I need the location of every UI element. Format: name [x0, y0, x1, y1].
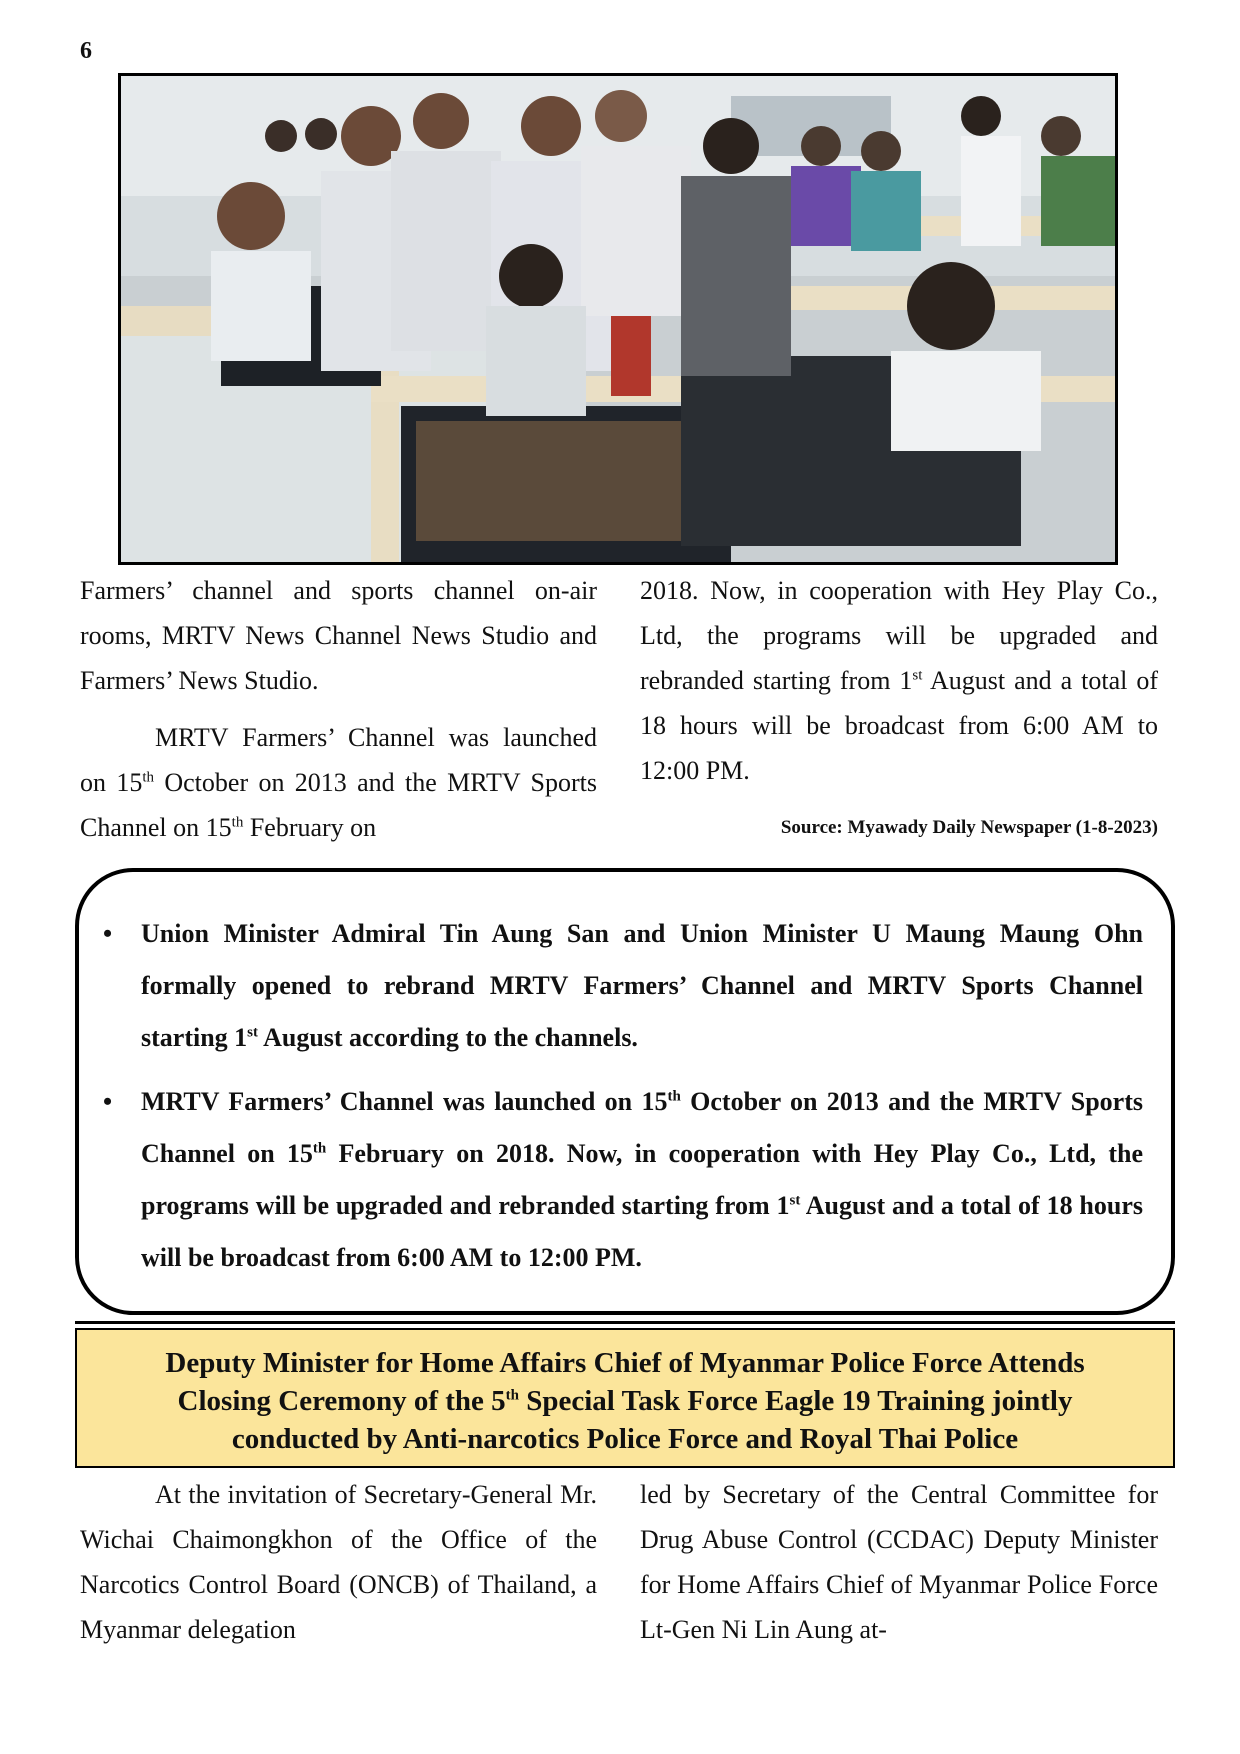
article1-left-paragraph-2: MRTV Farmers’ Channel was launched on 15th October on 2013 and the MRTV Sports Channel on 15th February on — [80, 723, 597, 842]
article1-left-paragraph-1: Farmers’ channel and sports channel on-air rooms, MRTV News Channel News Studio and Farmers’ News Studio. — [80, 576, 597, 695]
page-number: 6 — [80, 38, 92, 64]
article2-right-column — [640, 1472, 1158, 1652]
summary-box — [75, 868, 1175, 1315]
summary-item: • MRTV Farmers’ Channel was launched on 15th October on 2013 and the MRTV Sports Channel on 15th February on 2018. Now, in cooperation with Hey Play Co., Ltd, the programs will be upgraded and rebranded starting from 1st August and a total of 18 hours will be broadcast from 6:00 AM to 12:00 PM. — [79, 1076, 1171, 1284]
headline-line-1: Deputy Minister for Home Affairs Chief of Myanmar Police Force Attends — [165, 1347, 1085, 1379]
summary-item: • Union Minister Admiral Tin Aung San and Union Minister U Maung Maung Ohn formally opened to rebrand MRTV Farmers’ Channel and MRTV Sports Channel starting 1st August according to the channels. — [79, 908, 1171, 1064]
headline-line-3: conducted by Anti-narcotics Police Force and Royal Thai Police — [231, 1423, 1019, 1455]
article1-right-paragraph: 2018. Now, in cooperation with Hey Play Co., Ltd, the programs will be upgraded and rebranded starting from 1st August and a total of 18 hours will be broadcast from 6:00 AM to 12:00 PM. — [640, 576, 1158, 785]
article2-headline — [75, 1328, 1175, 1468]
article2-right-paragraph: led by Secretary of the Central Committee for Drug Abuse Control (CCDAC) Deputy Minister for Home Affairs Chief of Myanmar Police Force Lt-Gen Ni Lin Aung at- — [640, 1480, 1158, 1644]
news-photo — [118, 73, 1118, 565]
headline-line-2: Closing Ceremony of the 5th Special Task Force Eagle 19 Training jointly — [177, 1385, 1073, 1417]
article2-left-column — [80, 1472, 597, 1652]
bullet-icon: • — [103, 919, 113, 948]
source-credit: Source: Myawady Daily Newspaper (1-8-2023) — [780, 817, 1158, 838]
section-divider — [75, 1321, 1175, 1324]
bullet-icon: • — [103, 1087, 113, 1116]
article1-left-column — [80, 568, 597, 850]
article1-right-column — [640, 568, 1158, 793]
summary-list — [79, 908, 1171, 1296]
article2-left-paragraph: At the invitation of Secretary-General Mr. Wichai Chaimongkhon of the Office of the Narcotics Control Board (ONCB) of Thailand, a Myanmar delegation — [80, 1480, 597, 1644]
